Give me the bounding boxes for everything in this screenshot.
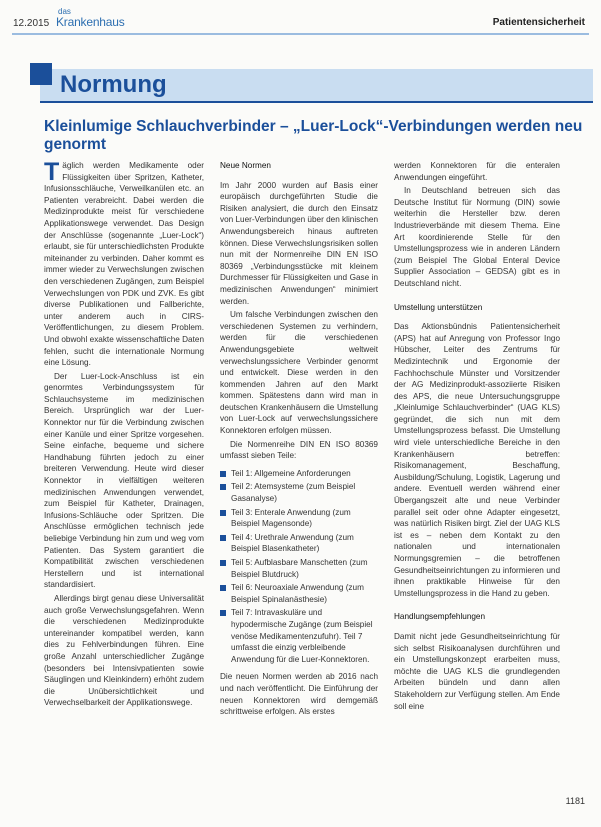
column-2 (220, 160, 378, 720)
col2-para-3: Die Normenreihe DIN EN ISO 80369 umfasst sieben Teile: (220, 439, 378, 461)
col2-para-1: Im Jahr 2000 wurden auf Basis einer europäisch durchgeführten Studie die Risiken analysiert, die durch den Einsatz von Luer-Verbindungen über den klinischen Anwendungsbereich hinaus auftreten können. Diese Verwechslungsrisiken sollen nun mit der Normenreihe DIN EN ISO 80369 „Verbindungsstücke mit kleinem Durchmesser für Flüssigkeiten und Gase in medizinischen Anwendungen“ minimiert werden. (220, 180, 378, 306)
header-date: 12.2015 (13, 18, 50, 29)
ressort-square (30, 63, 52, 85)
list-item: Teil 1: Allgemeine Anforderungen (220, 468, 378, 480)
col3-para-1: werden Konnektoren für die enteralen Anwendungen eingeführt. (394, 161, 560, 182)
list-item: Teil 7: Intravaskuläre und hypodermische Zugänge (zum Beispiel venöse Medikamentenzufuhr). Teil 7 umfasst die einzig verbleibende Anwendung für die Luer-Konnektoren. (220, 607, 378, 665)
list-item: Teil 4: Urethrale Anwendung (zum Beispiel Blasenkatheter) (220, 532, 378, 555)
norm-parts-list (220, 468, 378, 666)
ressort-underline (40, 101, 593, 103)
col2-para-4: Die neuen Normen werden ab 2016 nach und nach veröffentlicht. Die Einführung der neuen Konnektoren wird demgemäß schrittweise erfolgen. Als erstes (220, 672, 378, 717)
col3-para-3: Das Aktionsbündnis Patientensicherheit (APS) hat auf Anregung von Professor Ingo Hübscher, Leiter des Zentrums für Medizintechnik und Ergonomie der Fachhochschule Münster und Vorsitzender der AG Medizinprodukt-assoziierte Risiken des APS, die neue Untersuchungsgruppe „Kleinlumige Schlauchverbinder“ (UAG KLS) gegründet, die sich nun mit dem Umstellungsprozess befasst. Die Umstellung wird viele unterschiedliche Bereiche in den Krankenhäusern betreffen: Risikomanagement, Beschaffung, Ausbildung/Schulung, Logistik, Lagerung und andere. Eventuell werden während einer Übergangszeit alte und neue Verbinder parallel seit oder ohne Adapter eingesetzt, was natürlich Risiken birgt. Ziel der UAG KLS ist es – neben dem Kontakt zu den nationalen und internationalen Normungsgremien – die betroffenen Gesundheitseinrichtungen zu informieren und ihnen praktikable Hinweise für den Umstellungsprozess in die Hand zu geben. (394, 322, 560, 598)
dropcap: T (44, 158, 60, 186)
col3-para-2: In Deutschland betreuen sich das Deutsche Institut für Normung (DIN) sowie weiterhin die Hersteller bzw. deren Industrieverbände mit diesem Thema. Eine Art koordinierende Stelle für den Umstellungsprozess wie in anderen Ländern (zum Beispiel The Global Enteral Device Supplier Association – GEDSA) gibt es in Deutschland nicht. (394, 186, 560, 288)
header-rule (12, 33, 589, 35)
article-headline: Kleinlumige Schlauchverbinder – „Luer-Lock“-Verbindungen werden neu genormt (44, 118, 583, 153)
column-1 (44, 160, 204, 711)
list-item: Teil 2: Atemsysteme (zum Beispiel Gasanalyse) (220, 481, 378, 504)
column-3 (394, 160, 560, 714)
col2-heading-neue-normen: Neue Normen (220, 161, 271, 170)
col1-para-1 (44, 160, 204, 369)
col1-para-1-text: äglich werden Medikamente oder Flüssigkeiten über Spritzen, Katheter, Infusionsschläuche, Verweilkanülen etc. an Patienten verabreicht. Dabei werden die Medizinprodukte meist für verschiedene Applikationswege verwendet. Das Design der Anschlüsse (sogenannte „Luer-Lock“) erlaubt, sie für unterschiedlichsten Produkte miteinander zu verbinden. Daher kommt es immer wieder zu Verwechslungen zwischen den verschiedenen Zugängen, zum Beispiel Verwechslungen von PDK und ZVK. Es gibt diverse Publikationen und Fallberichte, unter anderem auch in CIRS-Veröffentlichungen, zu diesem Problem. Und obwohl exakte wissenschaftliche Daten fehlen, sucht die internationale Normung eine Lösung. (44, 161, 204, 368)
header-section: Patientensicherheit (492, 17, 585, 28)
col3-para-4: Damit nicht jede Gesundheitseinrichtung für sich selbst Risikoanalysen durchführen und ein Umstellungskonzept erarbeiten muss, möchte die UAG KLS die grundlegenden Arbeiten bündeln und dann allen Stakeholdern zur Verfügung stellen. Am Ende soll eine (394, 631, 560, 711)
col3-heading-umstellung: Umstellung unterstützen (394, 302, 483, 312)
col3-heading-handlungsempfehlungen: Handlungsempfehlungen (394, 612, 486, 622)
logo-krankenhaus: Krankenhaus (56, 15, 125, 29)
list-item: Teil 6: Neuroaxiale Anwendung (zum Beispiel Spinalanästhesie) (220, 582, 378, 605)
logo-das: das (58, 7, 71, 16)
ressort-title: Normung (60, 71, 167, 98)
list-item: Teil 5: Aufblasbare Manschetten (zum Beispiel Blutdruck) (220, 557, 378, 580)
page-number: 1181 (565, 796, 585, 806)
col1-para-3: Allerdings birgt genau diese Universalität auch große Verwechslungsgefahren. Wenn die verschiedenen Medizinprodukte untereinander kompatibel werden, kann dies zu Fehlverbindungen führen. Eine große Anzahl unterschiedlicher Zugänge (besonders bei Intensivpatienten sowie Säuglingen und Kleinkindern) erhöht zudem die Unübersichtlichkeit und Verwechselbarkeit der Applikationswege. (44, 593, 204, 708)
col2-para-2: Um falsche Verbindungen zwischen den verschiedenen Systemen zu verhindern, werden für die verschiedenen Anwendungsgebiete weltweit verwechslungssichere Verbinder genormt und entwickelt. Diese werden in den kommenden Jahren auf den Markt kommen. Spätestens dann wird man in deutschen Krankenhäusern die Umstellung von Luer-Lock auf verwechslungssichere Konnektoren erfolgen müssen. (220, 310, 378, 436)
magazine-logo (56, 8, 125, 28)
list-item: Teil 3: Enterale Anwendung (zum Beispiel Magensonde) (220, 507, 378, 530)
col1-para-2: Der Luer-Lock-Anschluss ist ein genormtes Verbindungssystem für Schlauchsysteme im medizinischen Bereich. Ursprünglich war der Luer-Konnektor nur für die Verbindung zwischen einer Kanüle und einer Spritze vorgesehen. Seine einfache, bequeme und sichere Handhabung führten jedoch zu einer breiteren Verwendung. Heute wird dieser Konnektor in vielfältigen weiteren medizinischen Anwendungen verwendet, zum Beispiel für Katheter, Drainagen, Infusions-Schläuche oder Spritzen. Die Anschlüsse ermöglichen technisch jede beliebige Verbindung hin zum und weg vom Patienten. Das System garantiert die Kompatibilität zwischen verschiedenen Herstellern und ist international standardisiert. (44, 371, 204, 590)
